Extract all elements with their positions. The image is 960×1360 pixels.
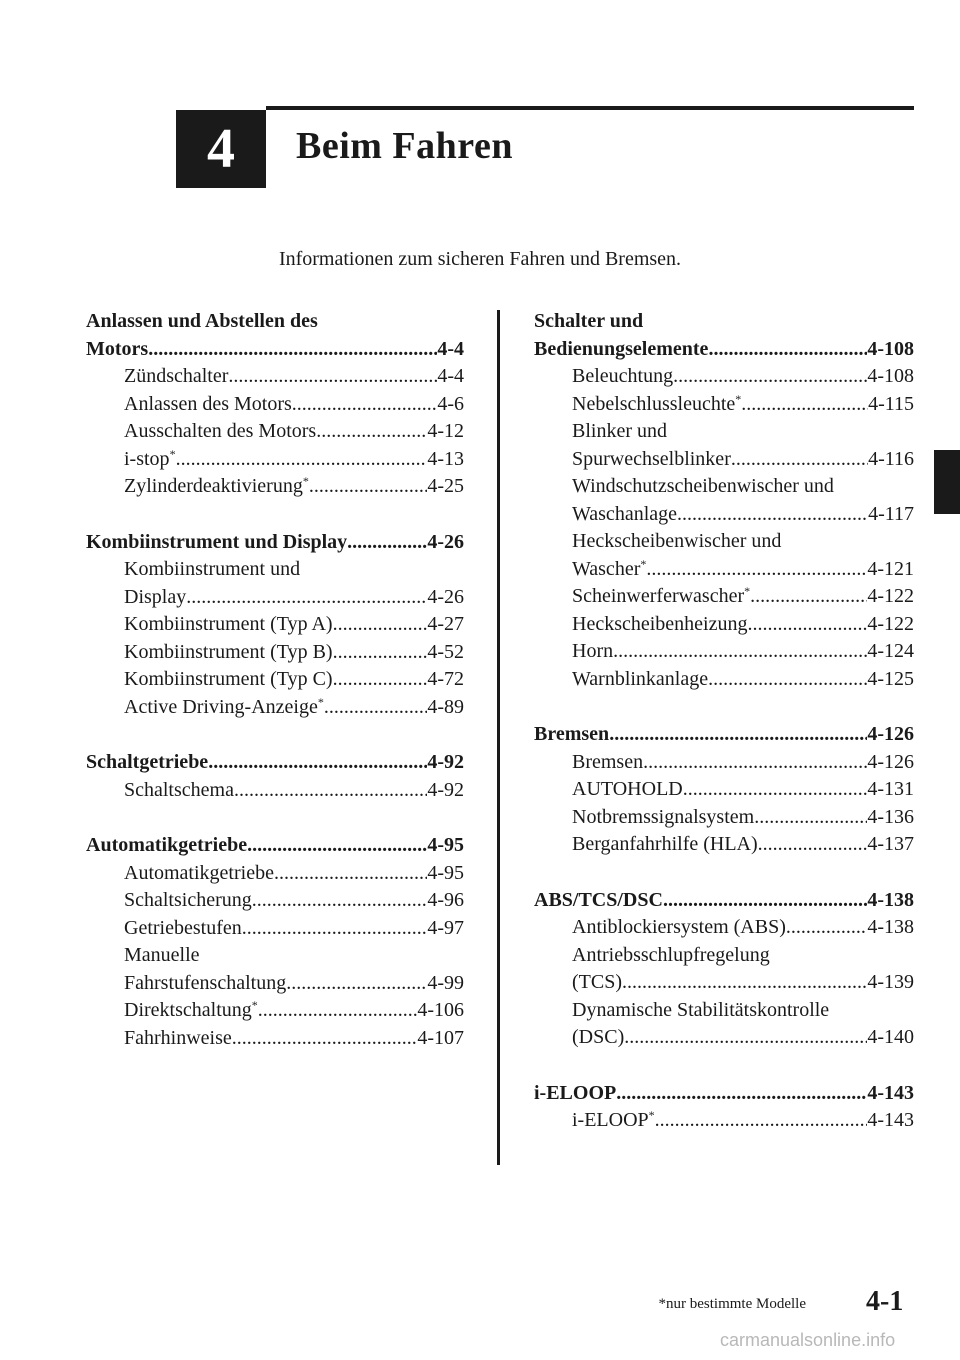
chapter-number-badge [176,110,266,188]
toc-entry[interactable]: i-stop* ..... 4-13 [86,446,464,474]
section-title-line[interactable]: i-ELOOP ..... 4-143 [534,1080,914,1108]
toc-entry[interactable]: (TCS) ..... 4-139 [534,969,914,997]
toc-entry[interactable]: Antiblockiersystem (ABS) ..... 4-138 [534,914,914,942]
toc-entry[interactable]: Schaltsicherung ..... 4-96 [86,887,464,915]
model-marker: * [317,694,324,709]
toc-entry[interactable]: Display ..... 4-26 [86,584,464,612]
toc-entry[interactable]: Schaltschema ..... 4-92 [86,777,464,805]
section-title-line[interactable]: Bremsen ..... 4-126 [534,721,914,749]
toc-entry[interactable]: Fahrstufenschaltung ..... 4-99 [86,970,464,998]
toc-section-ieloop [534,1080,914,1135]
toc-entry[interactable]: Anlassen des Motors ..... 4-6 [86,391,464,419]
toc-entry[interactable]: i-ELOOP* ..... 4-143 [534,1107,914,1135]
model-marker: * [640,556,647,571]
column-divider [497,310,500,1165]
model-marker: * [169,446,176,461]
toc-entry[interactable]: Wascher* ..... 4-121 [534,556,914,584]
toc-entry[interactable]: AUTOHOLD ..... 4-131 [534,776,914,804]
toc-entry[interactable]: Fahrhinweise ..... 4-107 [86,1025,464,1053]
toc-entry-wrap[interactable]: Kombiinstrument und [124,558,301,580]
toc-entry[interactable]: Bremsen ..... 4-126 [534,749,914,777]
toc-left-column [86,308,464,1080]
page-number: 4-1 [866,1286,904,1317]
chapter-intro: Informationen zum sicheren Fahren und Bremsen. [278,248,682,270]
toc-entry[interactable]: Ausschalten des Motors ..... 4-12 [86,418,464,446]
toc-entry[interactable]: Notbremssignalsystem ..... 4-136 [534,804,914,832]
toc-entry-wrap[interactable]: Heckscheibenwischer und [572,530,782,552]
toc-entry[interactable]: Scheinwerferwascher* ..... 4-122 [534,583,914,611]
toc-entry[interactable]: Kombiinstrument (Typ A) ..... 4-27 [86,611,464,639]
section-title-line[interactable]: Automatikgetriebe ..... 4-95 [86,832,464,860]
toc-entry[interactable]: Horn ..... 4-124 [534,638,914,666]
toc-entry-wrap[interactable]: Antriebsschlupfregelung [572,943,770,966]
toc-section-bremsen [534,721,914,859]
model-marker: * [251,998,258,1012]
toc-entry[interactable]: Heckscheibenheizung ..... 4-122 [534,611,914,639]
toc-entry[interactable]: Berganfahrhilfe (HLA) ..... 4-137 [534,831,914,859]
section-title[interactable]: Schalter und [534,310,644,332]
model-marker: * [648,1108,655,1122]
toc-entry[interactable]: Zylinderdeaktivierung* ..... 4-25 [86,473,464,501]
section-title-line[interactable]: Motors ..... 4-4 [86,336,464,364]
model-marker: * [735,391,742,406]
toc-section-kombiinstrument [86,529,464,722]
toc-section-anlassen [86,308,464,501]
model-marker: * [302,474,309,488]
toc-section-automatikgetriebe [86,832,464,1052]
toc-section-abs [534,887,914,1052]
toc-entry[interactable]: Beleuchtung ..... 4-108 [534,363,914,391]
chapter-thumb-tab [934,450,960,514]
toc-entry[interactable]: Active Driving-Anzeige* ..... 4-89 [86,694,464,722]
watermark: carmanualsonline.info [720,1330,896,1350]
section-title-line[interactable]: Schaltgetriebe ..... 4-92 [86,749,464,777]
toc-entry[interactable]: Warnblinkanlage ..... 4-125 [534,666,914,694]
toc-entry[interactable]: Nebelschlussleuchte* ..... 4-115 [534,391,914,419]
toc-entry[interactable]: Automatikgetriebe ..... 4-95 [86,860,464,888]
toc-entry-wrap[interactable]: Manuelle [124,944,200,966]
toc-entry-wrap[interactable]: Blinker und [572,420,667,442]
toc-entry[interactable]: Direktschaltung* ..... 4-106 [86,997,464,1025]
toc-entry[interactable]: Zündschalter ..... 4-4 [86,363,464,391]
section-title-line[interactable]: Kombiinstrument und Display ..... 4-26 [86,529,464,557]
toc-entry-wrap[interactable]: Dynamische Stabilitätskontrolle [572,998,830,1021]
toc-entry[interactable]: Waschanlage ..... 4-117 [534,501,914,529]
toc-entry-wrap[interactable]: Windschutzscheibenwischer und [572,475,834,497]
toc-entry[interactable]: (DSC) ..... 4-140 [534,1024,914,1052]
chapter-title: Beim Fahren [296,125,513,167]
toc-entry[interactable]: Kombiinstrument (Typ B) ..... 4-52 [86,639,464,667]
chapter-header-rule [266,106,914,110]
toc-right-column [534,308,914,1163]
section-title-line[interactable]: Bedienungselemente ..... 4-108 [534,336,914,364]
toc-entry[interactable]: Kombiinstrument (Typ C) ..... 4-72 [86,666,464,694]
chapter-number: 4 [207,118,235,180]
section-title-line[interactable]: ABS/TCS/DSC ..... 4-138 [534,887,914,915]
toc-entry[interactable]: Getriebestufen ..... 4-97 [86,915,464,943]
model-marker: * [744,584,751,598]
section-title[interactable]: Anlassen und Abstellen des [86,310,318,332]
toc-section-schaltgetriebe [86,749,464,804]
toc-section-schalter [534,308,914,693]
toc-entry[interactable]: Spurwechselblinker ..... 4-116 [534,446,914,474]
